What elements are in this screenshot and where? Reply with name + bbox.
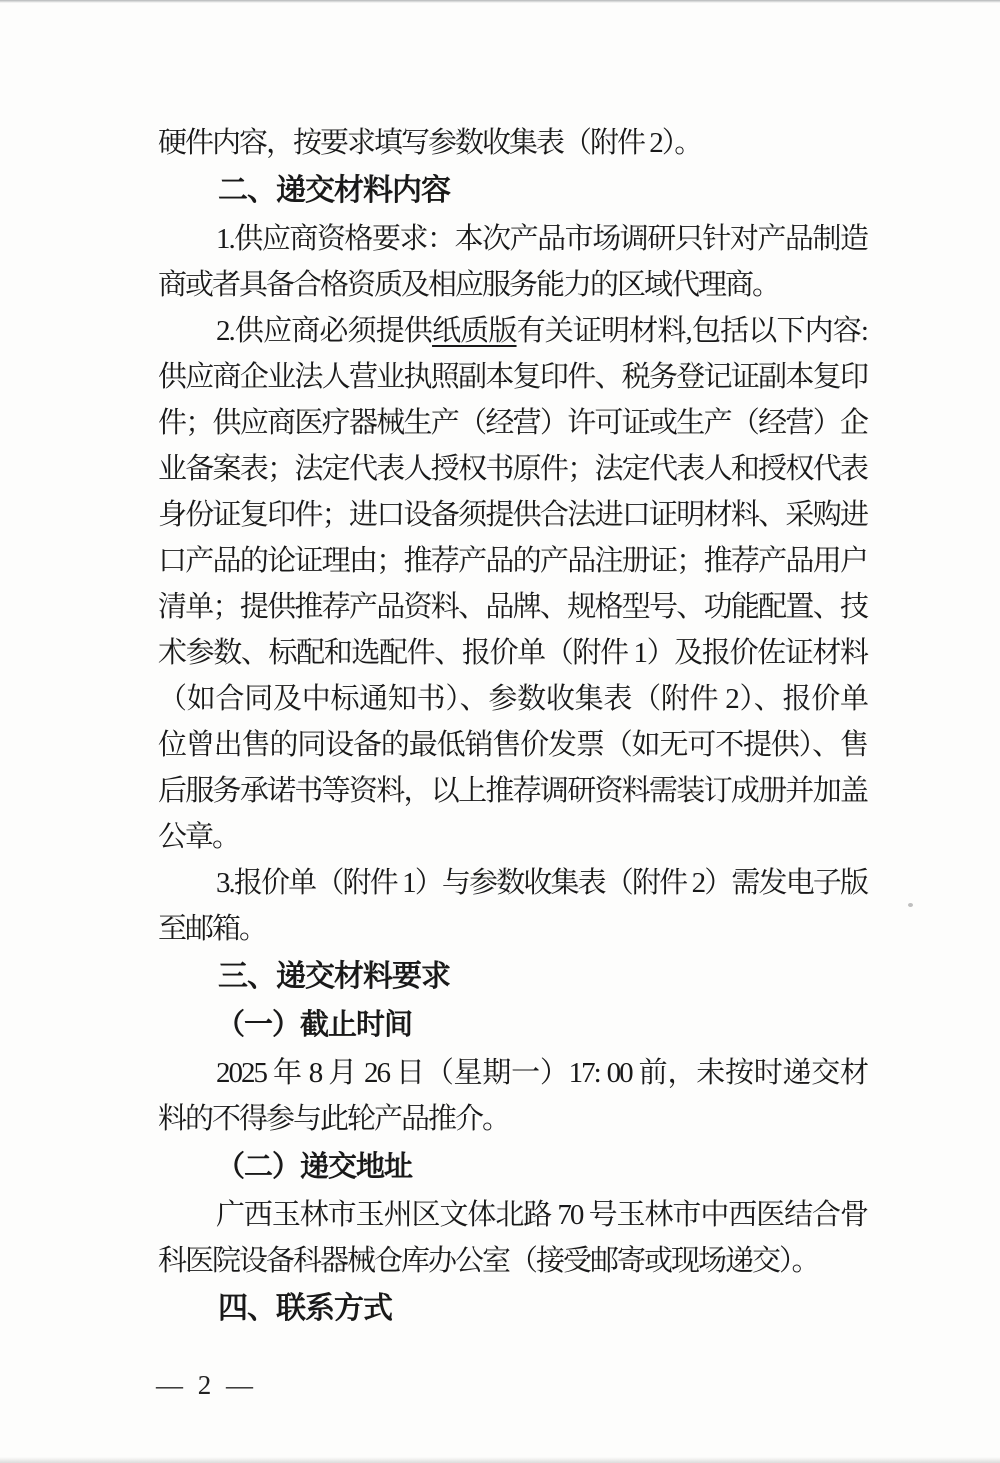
text-line xyxy=(158,446,867,492)
text-run: 位曾出售的同设备的最低销售价发票（如无可不提供）、售 xyxy=(158,729,867,761)
text-line xyxy=(158,216,867,262)
text-run: 料的不得参与此轮产品推介。 xyxy=(158,1103,510,1135)
subsection-heading-3-2 xyxy=(158,1144,867,1190)
text-line xyxy=(158,584,867,630)
text-run: （一）截止时间 xyxy=(216,1009,413,1041)
text-line xyxy=(158,906,867,952)
text-run: 广西玉林市玉州区文体北路 70 号玉林市中西医结合骨 xyxy=(216,1199,867,1231)
text-line xyxy=(158,1096,867,1142)
text-run: 至邮箱。 xyxy=(158,913,267,945)
text-line xyxy=(158,262,867,308)
text-run: （二）递交地址 xyxy=(216,1151,413,1183)
text-run: 科医院设备科器械仓库办公室（接受邮寄或现场递交）。 xyxy=(158,1245,819,1277)
text-run: 1.供应商资格要求：本次产品市场调研只针对产品制造 xyxy=(216,223,867,255)
text-run: 三、递交材料要求 xyxy=(218,960,450,993)
text-run: 有关证明材料,包括以下内容: xyxy=(516,315,867,347)
text-line xyxy=(158,630,867,676)
text-line xyxy=(158,538,867,584)
text-run: （如合同及中标通知书）、参数收集表（附件 2）、报价单 xyxy=(158,683,867,715)
text-run: 硬件内容，按要求填写参数收集表（附件 2）。 xyxy=(158,127,702,159)
text-run: 口产品的论证理由；推荐产品的产品注册证；推荐产品用户 xyxy=(158,545,867,577)
text-line xyxy=(158,860,867,906)
text-line xyxy=(158,814,867,860)
document-body xyxy=(158,120,867,1334)
text-run: 供应商企业法人营业执照副本复印件、税务登记证副本复印 xyxy=(158,361,867,393)
text-run: 术参数、标配和选配件、报价单（附件 1）及报价佐证材料 xyxy=(158,637,867,669)
scan-speck-artifact xyxy=(908,903,913,907)
subsection-heading-3-1 xyxy=(158,1002,867,1048)
page-number: — 2 — xyxy=(156,1370,257,1400)
text-run: 2.供应商必须提供 xyxy=(216,315,433,347)
text-line xyxy=(158,1238,867,1284)
text-line xyxy=(158,120,867,166)
text-line xyxy=(158,354,867,400)
scan-edge-artifact-top xyxy=(0,0,1000,3)
text-run: 身份证复印件；进口设备须提供合法进口证明材料、采购进 xyxy=(158,499,867,531)
section-heading-3 xyxy=(158,954,867,1000)
text-run: 商或者具备合格资质及相应服务能力的区域代理商。 xyxy=(158,269,780,301)
text-line xyxy=(158,768,867,814)
text-run: 公章。 xyxy=(158,821,240,853)
scan-edge-artifact-bottom xyxy=(0,1457,1000,1463)
text-run: 2025 年 8 月 26 日（星期一）17: 00 前，未按时递交材 xyxy=(216,1057,867,1089)
text-line xyxy=(158,308,867,354)
text-run: 件；供应商医疗器械生产（经营）许可证或生产（经营）企 xyxy=(158,407,867,439)
text-run: 后服务承诺书等资料，以上推荐调研资料需装订成册并加盖 xyxy=(158,775,867,807)
text-line xyxy=(158,1192,867,1238)
underlined-text-run: 纸质版 xyxy=(432,315,517,347)
text-line xyxy=(158,722,867,768)
text-line xyxy=(158,492,867,538)
text-run: 二、递交材料内容 xyxy=(218,174,450,207)
text-line xyxy=(158,676,867,722)
text-line xyxy=(158,400,867,446)
section-heading-4 xyxy=(158,1286,867,1332)
text-run: 清单；提供推荐产品资料、品牌、规格型号、功能配置、技 xyxy=(158,591,867,623)
section-heading-2 xyxy=(158,168,867,214)
text-run: 四、联系方式 xyxy=(218,1292,392,1325)
text-run: 业备案表；法定代表人授权书原件；法定代表人和授权代表 xyxy=(158,453,867,485)
text-run: 3.报价单（附件 1）与参数收集表（附件 2）需发电子版 xyxy=(216,867,867,899)
text-line xyxy=(158,1050,867,1096)
